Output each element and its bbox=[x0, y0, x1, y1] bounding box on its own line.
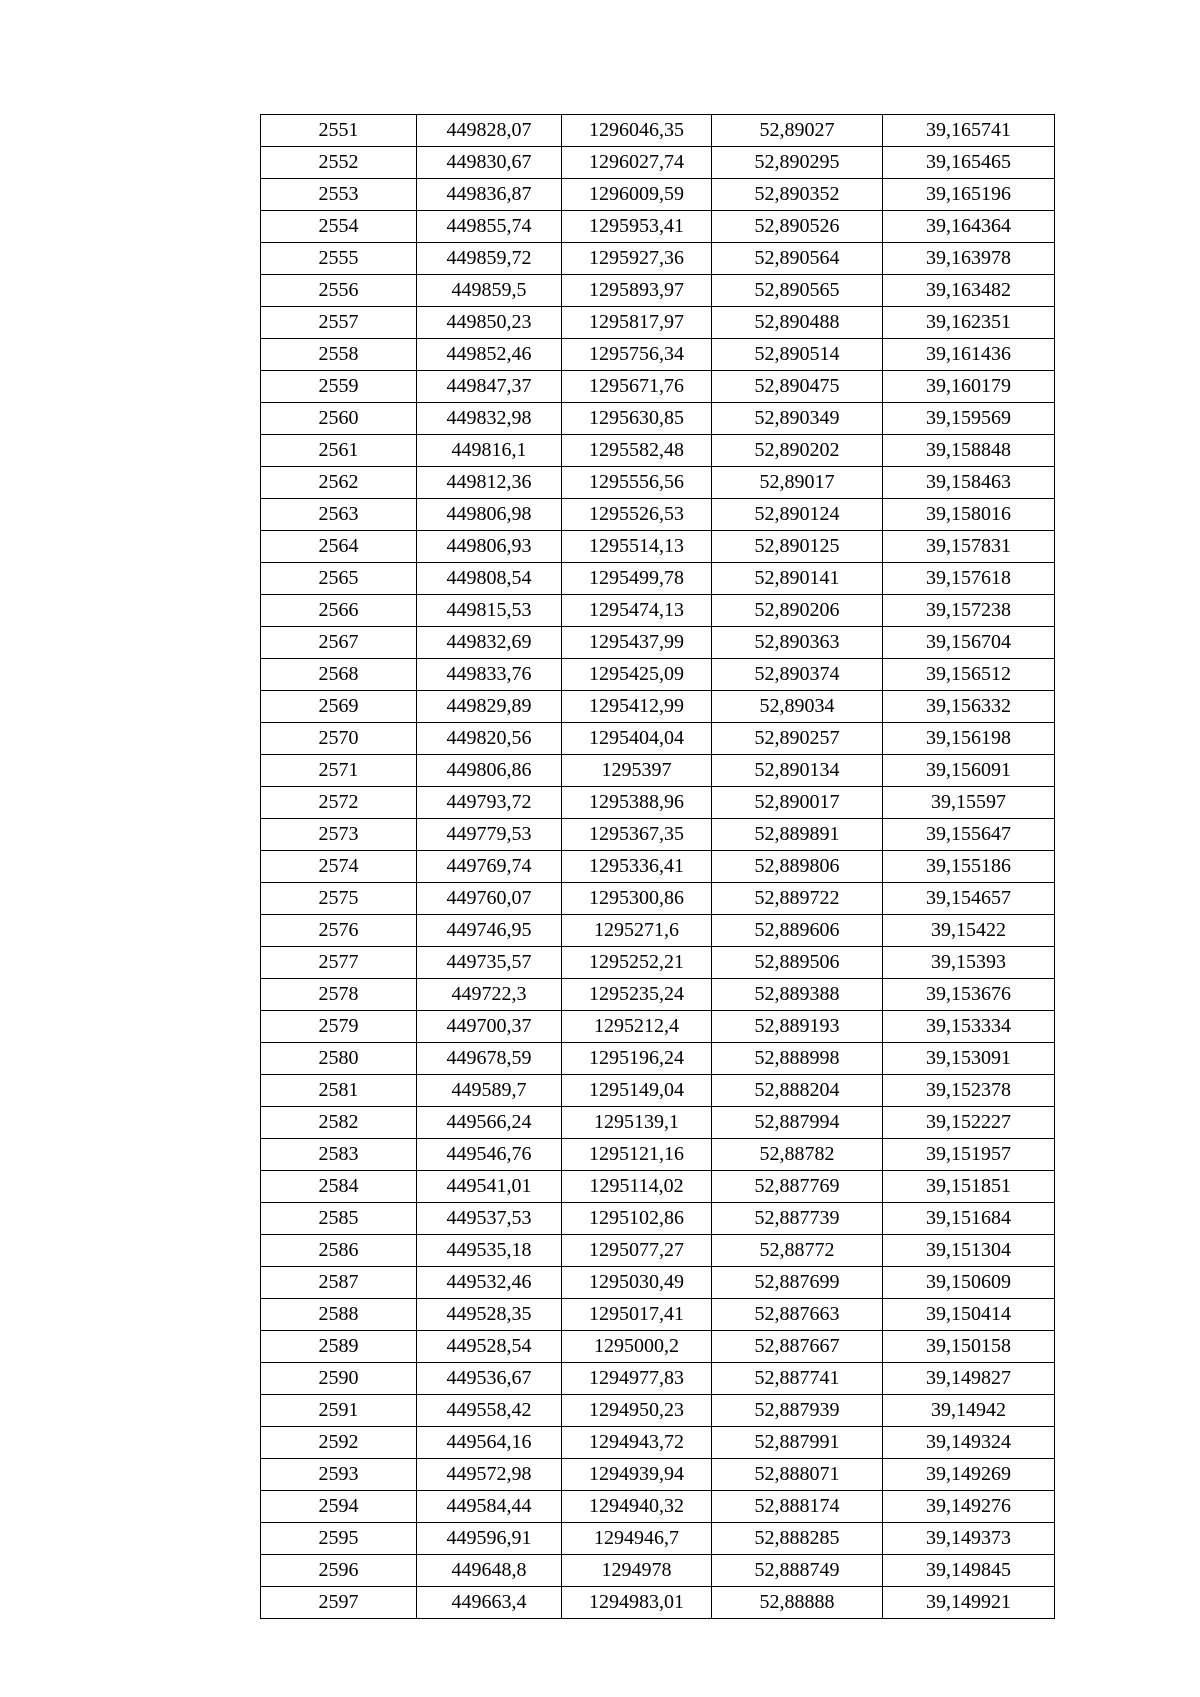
cell-longitude: 39,156512 bbox=[883, 659, 1055, 691]
cell-latitude: 52,890295 bbox=[712, 147, 883, 179]
cell-longitude: 39,161436 bbox=[883, 339, 1055, 371]
cell-coord-x: 449584,44 bbox=[417, 1491, 562, 1523]
cell-point-number: 2590 bbox=[261, 1363, 417, 1395]
cell-point-number: 2560 bbox=[261, 403, 417, 435]
cell-coord-x: 449816,1 bbox=[417, 435, 562, 467]
cell-longitude: 39,163482 bbox=[883, 275, 1055, 307]
cell-latitude: 52,887741 bbox=[712, 1363, 883, 1395]
cell-latitude: 52,889388 bbox=[712, 979, 883, 1011]
cell-longitude: 39,155186 bbox=[883, 851, 1055, 883]
cell-longitude: 39,158016 bbox=[883, 499, 1055, 531]
cell-coord-x: 449735,57 bbox=[417, 947, 562, 979]
cell-coord-y: 1295235,24 bbox=[562, 979, 712, 1011]
cell-coord-x: 449722,3 bbox=[417, 979, 562, 1011]
cell-coord-y: 1295425,09 bbox=[562, 659, 712, 691]
cell-coord-y: 1295149,04 bbox=[562, 1075, 712, 1107]
cell-point-number: 2581 bbox=[261, 1075, 417, 1107]
table-row bbox=[261, 915, 1055, 947]
cell-point-number: 2558 bbox=[261, 339, 417, 371]
cell-point-number: 2586 bbox=[261, 1235, 417, 1267]
table-row bbox=[261, 595, 1055, 627]
table-row bbox=[261, 1235, 1055, 1267]
coordinates-table-body bbox=[261, 115, 1055, 1619]
cell-coord-y: 1295953,41 bbox=[562, 211, 712, 243]
cell-coord-x: 449663,4 bbox=[417, 1587, 562, 1619]
cell-coord-y: 1294977,83 bbox=[562, 1363, 712, 1395]
table-row bbox=[261, 1363, 1055, 1395]
cell-point-number: 2556 bbox=[261, 275, 417, 307]
cell-coord-y: 1295367,35 bbox=[562, 819, 712, 851]
cell-point-number: 2574 bbox=[261, 851, 417, 883]
cell-latitude: 52,889722 bbox=[712, 883, 883, 915]
cell-coord-x: 449596,91 bbox=[417, 1523, 562, 1555]
cell-point-number: 2551 bbox=[261, 115, 417, 147]
table-row bbox=[261, 1491, 1055, 1523]
cell-coord-x: 449806,93 bbox=[417, 531, 562, 563]
cell-coord-x: 449828,07 bbox=[417, 115, 562, 147]
cell-point-number: 2559 bbox=[261, 371, 417, 403]
table-row bbox=[261, 1427, 1055, 1459]
cell-longitude: 39,151957 bbox=[883, 1139, 1055, 1171]
table-row bbox=[261, 883, 1055, 915]
cell-coord-x: 449746,95 bbox=[417, 915, 562, 947]
cell-coord-y: 1295000,2 bbox=[562, 1331, 712, 1363]
cell-coord-x: 449700,37 bbox=[417, 1011, 562, 1043]
cell-coord-y: 1295139,1 bbox=[562, 1107, 712, 1139]
cell-coord-y: 1295300,86 bbox=[562, 883, 712, 915]
table-row bbox=[261, 723, 1055, 755]
coordinates-table bbox=[260, 114, 1055, 1619]
cell-coord-x: 449779,53 bbox=[417, 819, 562, 851]
cell-coord-y: 1296027,74 bbox=[562, 147, 712, 179]
cell-latitude: 52,889193 bbox=[712, 1011, 883, 1043]
cell-longitude: 39,152378 bbox=[883, 1075, 1055, 1107]
cell-coord-x: 449536,67 bbox=[417, 1363, 562, 1395]
table-row bbox=[261, 691, 1055, 723]
cell-latitude: 52,88772 bbox=[712, 1235, 883, 1267]
cell-point-number: 2588 bbox=[261, 1299, 417, 1331]
cell-coord-x: 449564,16 bbox=[417, 1427, 562, 1459]
cell-point-number: 2554 bbox=[261, 211, 417, 243]
table-row bbox=[261, 1267, 1055, 1299]
cell-latitude: 52,88782 bbox=[712, 1139, 883, 1171]
table-row bbox=[261, 275, 1055, 307]
cell-point-number: 2555 bbox=[261, 243, 417, 275]
cell-coord-y: 1294950,23 bbox=[562, 1395, 712, 1427]
cell-coord-y: 1294946,7 bbox=[562, 1523, 712, 1555]
cell-longitude: 39,150158 bbox=[883, 1331, 1055, 1363]
cell-longitude: 39,157238 bbox=[883, 595, 1055, 627]
cell-coord-x: 449836,87 bbox=[417, 179, 562, 211]
cell-coord-y: 1295817,97 bbox=[562, 307, 712, 339]
cell-coord-y: 1294939,94 bbox=[562, 1459, 712, 1491]
cell-point-number: 2552 bbox=[261, 147, 417, 179]
cell-coord-x: 449847,37 bbox=[417, 371, 562, 403]
cell-longitude: 39,156704 bbox=[883, 627, 1055, 659]
cell-point-number: 2570 bbox=[261, 723, 417, 755]
cell-point-number: 2573 bbox=[261, 819, 417, 851]
cell-latitude: 52,890017 bbox=[712, 787, 883, 819]
cell-coord-y: 1295017,41 bbox=[562, 1299, 712, 1331]
cell-coord-x: 449815,53 bbox=[417, 595, 562, 627]
cell-latitude: 52,887667 bbox=[712, 1331, 883, 1363]
cell-coord-x: 449832,98 bbox=[417, 403, 562, 435]
cell-longitude: 39,150609 bbox=[883, 1267, 1055, 1299]
table-row bbox=[261, 1107, 1055, 1139]
cell-point-number: 2561 bbox=[261, 435, 417, 467]
cell-coord-y: 1295556,56 bbox=[562, 467, 712, 499]
cell-coord-x: 449806,86 bbox=[417, 755, 562, 787]
cell-longitude: 39,150414 bbox=[883, 1299, 1055, 1331]
table-row bbox=[261, 659, 1055, 691]
table-row bbox=[261, 147, 1055, 179]
table-row bbox=[261, 1139, 1055, 1171]
cell-latitude: 52,890488 bbox=[712, 307, 883, 339]
cell-longitude: 39,149827 bbox=[883, 1363, 1055, 1395]
table-row bbox=[261, 819, 1055, 851]
cell-latitude: 52,890374 bbox=[712, 659, 883, 691]
table-row bbox=[261, 115, 1055, 147]
cell-point-number: 2597 bbox=[261, 1587, 417, 1619]
cell-longitude: 39,154657 bbox=[883, 883, 1055, 915]
cell-coord-y: 1295437,99 bbox=[562, 627, 712, 659]
cell-latitude: 52,890124 bbox=[712, 499, 883, 531]
cell-longitude: 39,162351 bbox=[883, 307, 1055, 339]
cell-point-number: 2572 bbox=[261, 787, 417, 819]
cell-latitude: 52,890564 bbox=[712, 243, 883, 275]
cell-coord-x: 449859,5 bbox=[417, 275, 562, 307]
table-row bbox=[261, 339, 1055, 371]
table-row bbox=[261, 1523, 1055, 1555]
cell-coord-x: 449760,07 bbox=[417, 883, 562, 915]
table-row bbox=[261, 1075, 1055, 1107]
table-row bbox=[261, 563, 1055, 595]
cell-latitude: 52,890526 bbox=[712, 211, 883, 243]
cell-longitude: 39,151304 bbox=[883, 1235, 1055, 1267]
cell-point-number: 2565 bbox=[261, 563, 417, 595]
cell-coord-x: 449806,98 bbox=[417, 499, 562, 531]
cell-coord-y: 1294978 bbox=[562, 1555, 712, 1587]
cell-coord-x: 449678,59 bbox=[417, 1043, 562, 1075]
cell-latitude: 52,890206 bbox=[712, 595, 883, 627]
cell-longitude: 39,152227 bbox=[883, 1107, 1055, 1139]
cell-point-number: 2579 bbox=[261, 1011, 417, 1043]
cell-latitude: 52,889606 bbox=[712, 915, 883, 947]
cell-coord-x: 449850,23 bbox=[417, 307, 562, 339]
cell-point-number: 2578 bbox=[261, 979, 417, 1011]
cell-coord-y: 1295499,78 bbox=[562, 563, 712, 595]
cell-point-number: 2566 bbox=[261, 595, 417, 627]
cell-coord-x: 449859,72 bbox=[417, 243, 562, 275]
cell-latitude: 52,887663 bbox=[712, 1299, 883, 1331]
cell-latitude: 52,887991 bbox=[712, 1427, 883, 1459]
table-row bbox=[261, 1171, 1055, 1203]
cell-point-number: 2562 bbox=[261, 467, 417, 499]
cell-longitude: 39,153091 bbox=[883, 1043, 1055, 1075]
cell-latitude: 52,89034 bbox=[712, 691, 883, 723]
cell-coord-x: 449537,53 bbox=[417, 1203, 562, 1235]
cell-longitude: 39,163978 bbox=[883, 243, 1055, 275]
cell-latitude: 52,890202 bbox=[712, 435, 883, 467]
cell-latitude: 52,889506 bbox=[712, 947, 883, 979]
table-row bbox=[261, 1587, 1055, 1619]
cell-coord-y: 1295271,6 bbox=[562, 915, 712, 947]
table-row bbox=[261, 211, 1055, 243]
cell-longitude: 39,15597 bbox=[883, 787, 1055, 819]
cell-coord-y: 1295582,48 bbox=[562, 435, 712, 467]
table-row bbox=[261, 1011, 1055, 1043]
cell-latitude: 52,889806 bbox=[712, 851, 883, 883]
cell-point-number: 2589 bbox=[261, 1331, 417, 1363]
cell-coord-y: 1296009,59 bbox=[562, 179, 712, 211]
table-row bbox=[261, 467, 1055, 499]
cell-point-number: 2592 bbox=[261, 1427, 417, 1459]
cell-latitude: 52,887939 bbox=[712, 1395, 883, 1427]
cell-point-number: 2585 bbox=[261, 1203, 417, 1235]
cell-coord-y: 1295114,02 bbox=[562, 1171, 712, 1203]
cell-latitude: 52,890475 bbox=[712, 371, 883, 403]
cell-latitude: 52,890349 bbox=[712, 403, 883, 435]
cell-latitude: 52,887994 bbox=[712, 1107, 883, 1139]
cell-coord-x: 449769,74 bbox=[417, 851, 562, 883]
cell-coord-x: 449833,76 bbox=[417, 659, 562, 691]
cell-coord-y: 1294983,01 bbox=[562, 1587, 712, 1619]
cell-latitude: 52,890141 bbox=[712, 563, 883, 595]
cell-point-number: 2583 bbox=[261, 1139, 417, 1171]
cell-coord-y: 1295397 bbox=[562, 755, 712, 787]
cell-longitude: 39,149921 bbox=[883, 1587, 1055, 1619]
cell-coord-x: 449566,24 bbox=[417, 1107, 562, 1139]
cell-latitude: 52,888998 bbox=[712, 1043, 883, 1075]
cell-coord-y: 1295196,24 bbox=[562, 1043, 712, 1075]
cell-longitude: 39,151851 bbox=[883, 1171, 1055, 1203]
cell-coord-y: 1295514,13 bbox=[562, 531, 712, 563]
table-row bbox=[261, 179, 1055, 211]
cell-longitude: 39,14942 bbox=[883, 1395, 1055, 1427]
table-row bbox=[261, 1299, 1055, 1331]
cell-coord-y: 1295102,86 bbox=[562, 1203, 712, 1235]
cell-longitude: 39,151684 bbox=[883, 1203, 1055, 1235]
table-row bbox=[261, 499, 1055, 531]
cell-point-number: 2568 bbox=[261, 659, 417, 691]
cell-point-number: 2567 bbox=[261, 627, 417, 659]
table-row bbox=[261, 307, 1055, 339]
cell-coord-x: 449852,46 bbox=[417, 339, 562, 371]
cell-latitude: 52,890514 bbox=[712, 339, 883, 371]
cell-coord-x: 449528,54 bbox=[417, 1331, 562, 1363]
cell-coord-x: 449572,98 bbox=[417, 1459, 562, 1491]
cell-latitude: 52,89027 bbox=[712, 115, 883, 147]
table-row bbox=[261, 787, 1055, 819]
cell-longitude: 39,149269 bbox=[883, 1459, 1055, 1491]
cell-longitude: 39,158463 bbox=[883, 467, 1055, 499]
table-row bbox=[261, 947, 1055, 979]
cell-longitude: 39,149324 bbox=[883, 1427, 1055, 1459]
cell-latitude: 52,890565 bbox=[712, 275, 883, 307]
cell-coord-x: 449855,74 bbox=[417, 211, 562, 243]
table-row bbox=[261, 1555, 1055, 1587]
table-row bbox=[261, 1395, 1055, 1427]
cell-longitude: 39,149845 bbox=[883, 1555, 1055, 1587]
cell-coord-x: 449532,46 bbox=[417, 1267, 562, 1299]
cell-latitude: 52,887769 bbox=[712, 1171, 883, 1203]
cell-point-number: 2591 bbox=[261, 1395, 417, 1427]
cell-coord-y: 1295412,99 bbox=[562, 691, 712, 723]
cell-longitude: 39,149276 bbox=[883, 1491, 1055, 1523]
cell-point-number: 2569 bbox=[261, 691, 417, 723]
cell-longitude: 39,156332 bbox=[883, 691, 1055, 723]
cell-longitude: 39,15422 bbox=[883, 915, 1055, 947]
table-row bbox=[261, 979, 1055, 1011]
table-row bbox=[261, 243, 1055, 275]
table-row bbox=[261, 1203, 1055, 1235]
cell-coord-y: 1295077,27 bbox=[562, 1235, 712, 1267]
cell-coord-y: 1295336,41 bbox=[562, 851, 712, 883]
cell-longitude: 39,165196 bbox=[883, 179, 1055, 211]
cell-coord-x: 449832,69 bbox=[417, 627, 562, 659]
table-row bbox=[261, 371, 1055, 403]
cell-coord-y: 1295671,76 bbox=[562, 371, 712, 403]
cell-coord-y: 1294943,72 bbox=[562, 1427, 712, 1459]
cell-coord-y: 1295212,4 bbox=[562, 1011, 712, 1043]
cell-longitude: 39,157618 bbox=[883, 563, 1055, 595]
table-row bbox=[261, 1459, 1055, 1491]
table-row bbox=[261, 755, 1055, 787]
cell-coord-y: 1296046,35 bbox=[562, 115, 712, 147]
cell-latitude: 52,89017 bbox=[712, 467, 883, 499]
cell-longitude: 39,159569 bbox=[883, 403, 1055, 435]
cell-coord-x: 449546,76 bbox=[417, 1139, 562, 1171]
cell-coord-y: 1295893,97 bbox=[562, 275, 712, 307]
cell-longitude: 39,156091 bbox=[883, 755, 1055, 787]
cell-longitude: 39,149373 bbox=[883, 1523, 1055, 1555]
cell-point-number: 2564 bbox=[261, 531, 417, 563]
table-row bbox=[261, 1331, 1055, 1363]
cell-point-number: 2557 bbox=[261, 307, 417, 339]
cell-latitude: 52,890134 bbox=[712, 755, 883, 787]
cell-coord-x: 449808,54 bbox=[417, 563, 562, 595]
cell-longitude: 39,160179 bbox=[883, 371, 1055, 403]
cell-latitude: 52,890257 bbox=[712, 723, 883, 755]
table-row bbox=[261, 851, 1055, 883]
cell-coord-y: 1295030,49 bbox=[562, 1267, 712, 1299]
cell-longitude: 39,153334 bbox=[883, 1011, 1055, 1043]
cell-coord-y: 1295121,16 bbox=[562, 1139, 712, 1171]
cell-latitude: 52,890363 bbox=[712, 627, 883, 659]
cell-longitude: 39,153676 bbox=[883, 979, 1055, 1011]
cell-coord-y: 1295630,85 bbox=[562, 403, 712, 435]
cell-latitude: 52,890125 bbox=[712, 531, 883, 563]
cell-coord-x: 449535,18 bbox=[417, 1235, 562, 1267]
cell-point-number: 2582 bbox=[261, 1107, 417, 1139]
cell-latitude: 52,888749 bbox=[712, 1555, 883, 1587]
cell-coord-x: 449648,8 bbox=[417, 1555, 562, 1587]
cell-coord-x: 449830,67 bbox=[417, 147, 562, 179]
cell-latitude: 52,887699 bbox=[712, 1267, 883, 1299]
cell-coord-x: 449812,36 bbox=[417, 467, 562, 499]
table-row bbox=[261, 531, 1055, 563]
cell-coord-y: 1295927,36 bbox=[562, 243, 712, 275]
table-row bbox=[261, 1043, 1055, 1075]
table-row bbox=[261, 403, 1055, 435]
cell-point-number: 2571 bbox=[261, 755, 417, 787]
cell-longitude: 39,164364 bbox=[883, 211, 1055, 243]
cell-latitude: 52,88888 bbox=[712, 1587, 883, 1619]
cell-coord-x: 449589,7 bbox=[417, 1075, 562, 1107]
cell-coord-x: 449829,89 bbox=[417, 691, 562, 723]
cell-point-number: 2595 bbox=[261, 1523, 417, 1555]
cell-coord-y: 1294940,32 bbox=[562, 1491, 712, 1523]
cell-coord-x: 449820,56 bbox=[417, 723, 562, 755]
table-row bbox=[261, 435, 1055, 467]
cell-coord-y: 1295756,34 bbox=[562, 339, 712, 371]
cell-coord-x: 449528,35 bbox=[417, 1299, 562, 1331]
cell-coord-x: 449793,72 bbox=[417, 787, 562, 819]
cell-longitude: 39,156198 bbox=[883, 723, 1055, 755]
cell-latitude: 52,889891 bbox=[712, 819, 883, 851]
cell-point-number: 2587 bbox=[261, 1267, 417, 1299]
cell-longitude: 39,158848 bbox=[883, 435, 1055, 467]
cell-point-number: 2576 bbox=[261, 915, 417, 947]
cell-point-number: 2580 bbox=[261, 1043, 417, 1075]
cell-longitude: 39,155647 bbox=[883, 819, 1055, 851]
cell-point-number: 2593 bbox=[261, 1459, 417, 1491]
cell-coord-y: 1295252,21 bbox=[562, 947, 712, 979]
cell-longitude: 39,165465 bbox=[883, 147, 1055, 179]
cell-latitude: 52,888204 bbox=[712, 1075, 883, 1107]
cell-point-number: 2577 bbox=[261, 947, 417, 979]
cell-coord-y: 1295526,53 bbox=[562, 499, 712, 531]
cell-latitude: 52,890352 bbox=[712, 179, 883, 211]
cell-coord-y: 1295404,04 bbox=[562, 723, 712, 755]
cell-latitude: 52,888071 bbox=[712, 1459, 883, 1491]
cell-coord-y: 1295388,96 bbox=[562, 787, 712, 819]
cell-point-number: 2596 bbox=[261, 1555, 417, 1587]
cell-coord-x: 449541,01 bbox=[417, 1171, 562, 1203]
cell-point-number: 2575 bbox=[261, 883, 417, 915]
cell-point-number: 2563 bbox=[261, 499, 417, 531]
cell-latitude: 52,888285 bbox=[712, 1523, 883, 1555]
cell-coord-x: 449558,42 bbox=[417, 1395, 562, 1427]
cell-longitude: 39,15393 bbox=[883, 947, 1055, 979]
table-row bbox=[261, 627, 1055, 659]
cell-point-number: 2553 bbox=[261, 179, 417, 211]
cell-point-number: 2584 bbox=[261, 1171, 417, 1203]
cell-latitude: 52,887739 bbox=[712, 1203, 883, 1235]
cell-latitude: 52,888174 bbox=[712, 1491, 883, 1523]
cell-longitude: 39,165741 bbox=[883, 115, 1055, 147]
cell-point-number: 2594 bbox=[261, 1491, 417, 1523]
cell-longitude: 39,157831 bbox=[883, 531, 1055, 563]
cell-coord-y: 1295474,13 bbox=[562, 595, 712, 627]
